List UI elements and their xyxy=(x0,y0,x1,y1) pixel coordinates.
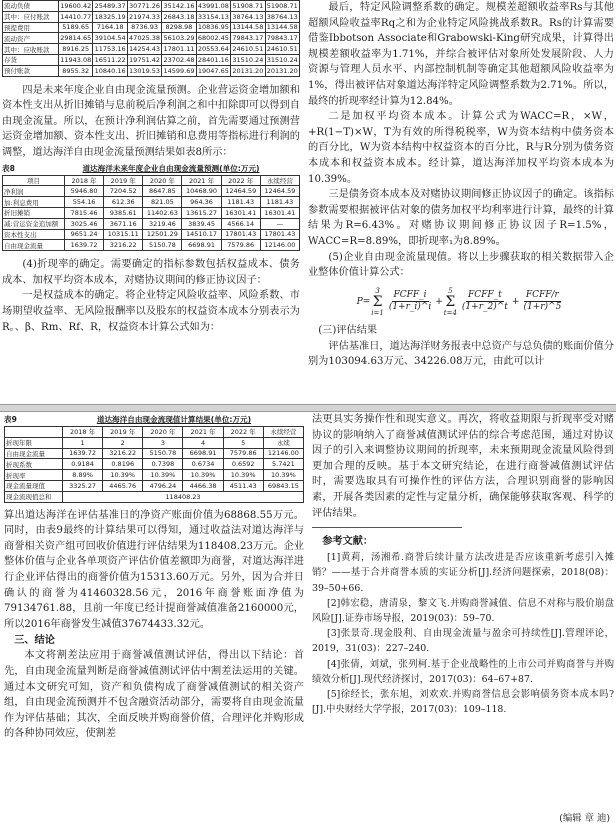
table7-row-label: 流动资产 xyxy=(3,33,59,44)
paragraph-equity-cost: 一是权益成本的确定。将企业特定风险收益率、风险系数、市场期望收益率、无风险报酬率以及股东的权益资本成本分别表示为R。、β、Rm、Rf、R，权益资本计算公式如为： xyxy=(2,290,300,333)
table9-cell: 10.39% xyxy=(183,470,223,481)
table7-cell: 17801.11 xyxy=(163,45,195,54)
table7-cell: 11753.16 xyxy=(94,45,126,54)
table7-cell: 7164.18 xyxy=(93,22,127,33)
table7-cell: 31510.24 xyxy=(232,55,264,64)
paragraph-specific-risk: 最后，特定风险调整系数的确定。规模差超额收益率Rs与其他超额风险收益率Rq之和为企业特定风险挑战系数R。Rs的计算需要借鉴Ibbotson Associate和Grabowski-King研究成果，计算得出规模差额收益率为1.71%，并综合被评估对象所处发展阶段、人力资源与管理人员水平、内部控制机制等确定其他超额风险收益率为1%，得出被评估对象道达海洋特定风险调整系数为2.71%。所以，最终的折现率经计算为12.84%。 xyxy=(308,2,614,107)
table7-cell: 19600.42 xyxy=(60,1,92,10)
table9-cell: 1639.72 xyxy=(63,448,103,459)
table7-cell: 8916.25 xyxy=(59,44,93,55)
table7-row xyxy=(3,33,300,44)
paragraph-valuation-results: 评估基准日，道达海洋财务报表中总资产与总负债的账面价值分别为103094.63万元、34226.08万元，由此可以计 xyxy=(308,340,614,368)
table7-cell: 21974.33 xyxy=(129,12,161,21)
table8-cell: 3671.16 xyxy=(104,218,143,229)
table7-cell: 24610.51 xyxy=(232,45,264,54)
table8-cell: 12464.59 xyxy=(260,186,299,197)
table7-cell: 8736.93 xyxy=(127,22,161,33)
table7-row-label: 预提费用 xyxy=(3,22,59,33)
lower-page-section xyxy=(0,412,616,826)
table9 xyxy=(4,426,304,503)
section-heading-conclusion: 三、结论 xyxy=(14,634,55,647)
table7-cell: 68002.45 xyxy=(197,34,229,43)
upper-left-column xyxy=(2,0,300,404)
table8-row xyxy=(3,207,300,218)
table8-row xyxy=(3,186,300,197)
table7-cell: 20131.20 xyxy=(232,66,264,75)
table8-row xyxy=(3,218,300,229)
table8-cell: 1639.72 xyxy=(65,240,104,251)
table7-cell: 28401.16 xyxy=(197,55,229,64)
table8-cell: 7204.52 xyxy=(104,186,143,197)
table8-cell: 4566.14 xyxy=(221,218,260,229)
table7-row xyxy=(3,22,300,33)
table8-title: 道达海洋未来年度企业自由现金流量预测(单位:万元) xyxy=(82,163,260,173)
table8-column-header: 项目 xyxy=(3,175,65,186)
table7-cell: 79843.17 xyxy=(232,34,264,43)
table7-row xyxy=(3,54,300,65)
paragraph-wacc: 二是加权平均资本成本。计算公式为WACC=R，×W，+R(1−T)×W，T为有效的所得税税率，W为资本结构中债务资本的百分比，W为资本结构中权益资本的百分比，R与R分别为债务资本成本和权益资本成本。经计算，道达海洋加权平均资本成本为10.39%。 xyxy=(308,111,614,185)
formula-term-1: $\frac{\text{FCFF\_i}}{(1+r\_i)\^{}i}$ xyxy=(388,290,432,313)
table7-cell: 39104.54 xyxy=(94,34,126,43)
table8-cell: 7815.46 xyxy=(65,207,104,218)
table7-cell: 8298.98 xyxy=(162,22,196,33)
table8-row-label: 资本性支出 xyxy=(3,229,65,240)
table8-cell: 3216.22 xyxy=(104,240,143,251)
table7-cell: 56103.29 xyxy=(163,34,195,43)
table9-cell: 4465.76 xyxy=(103,480,143,491)
table8-number: 表8 xyxy=(2,163,15,173)
table9-cell: 0.8196 xyxy=(103,459,143,470)
table9-cell: 10.39% xyxy=(223,470,263,481)
table9-cell: 1 xyxy=(63,437,103,448)
formula-term-3: $\frac{\text{FCFF/r}}{(1+r)\^{}5}$ xyxy=(523,290,562,313)
table8-cell: 6698.91 xyxy=(182,240,221,251)
table7-cell: 5189.65 xyxy=(59,22,93,33)
table9-title: 道达海洋自由现金流现值计算结果(单位:万元) xyxy=(96,415,252,424)
table8-row-label: 净利润 xyxy=(3,186,65,197)
table9-column-header: 2018 年 xyxy=(63,427,103,438)
table7-row xyxy=(3,1,300,12)
table7-row-label: 其中：应付账款 xyxy=(3,11,59,22)
table9-cell: 0.9184 xyxy=(63,459,103,470)
table9-row xyxy=(5,480,304,491)
table9-row xyxy=(5,437,304,448)
table9-cell: 0.7398 xyxy=(143,459,183,470)
reference-item: [4]张倩，刘斌，张列柯.基于企业战略性的上市公司并购商誉与并购绩效分析[J].现代经济探讨，2017(03)：64–67+87. xyxy=(312,658,614,685)
table9-cell: 5150.78 xyxy=(143,448,183,459)
table8 xyxy=(2,175,300,252)
formula-sum-2: 5 Σ t=4 xyxy=(443,286,457,317)
table7-cell: 30771.26 xyxy=(129,1,161,10)
table7-cell: 51908.71 xyxy=(232,1,264,10)
table9-row-label: 自由现金流量 xyxy=(5,448,63,459)
table8-column-header: 2020 年 xyxy=(143,175,182,186)
table7-cell: 43991.08 xyxy=(197,1,229,10)
table8-caption xyxy=(2,163,300,174)
table7-cell: 10836.95 xyxy=(197,23,229,32)
table7-cell: 20131.20 xyxy=(266,66,298,75)
table9-row-label: 现金流现值总和 xyxy=(5,491,63,502)
table9-cell: 118408.23 xyxy=(63,491,304,502)
table9-cell: 3 xyxy=(143,437,183,448)
table8-cell: 5946.80 xyxy=(65,186,104,197)
table7-row-label: 存货 xyxy=(3,54,59,65)
paragraph-goodwill-impairment: 算出道达海洋在评估基准日的净资产账面价值为68868.55万元。同时，由表9最终的计算结果可以得知，通过收益法对道达海洋与商誉相关资产组可回收价值进行评估结果为118408.23万元。企业整体价值与企业各单项资产评估价值差额即为商誉，对道达海洋进行企业评估得出的商誉价值为15313.60万元。另外，因为合并日确认的商誉为41460328.56元，2016年商誉账面净值为79134761.88，且前一年度已经计提商誉减值准备2160000元，所以2016年商誉发生减值37674433.32元。 xyxy=(4,509,304,630)
table7-cell: 16511.22 xyxy=(94,55,126,64)
table8-cell: 3219.46 xyxy=(143,218,182,229)
table8-cell: 1181.43 xyxy=(260,197,299,208)
table9-row-label: 折现率 xyxy=(5,470,63,481)
table9-number: 表9 xyxy=(4,415,17,424)
table8-row xyxy=(3,197,300,208)
references-rule xyxy=(312,527,462,528)
table8-cell: 17801.43 xyxy=(260,229,299,240)
reference-item: [5]徐经长，张东旭，刘欢欢.并购商誉信息会影响债务资本成本吗?[J].中央财经大学学报，2017(03)：109–118. xyxy=(312,688,614,716)
upper-right-column xyxy=(308,0,614,404)
table9-row-label: 折现年限 xyxy=(5,437,63,448)
table7-cell: 24610.51 xyxy=(266,45,298,54)
table8-column-header: 2018 年 xyxy=(65,175,104,186)
table7-cell: 47025.38 xyxy=(129,34,161,43)
references-list xyxy=(312,550,614,717)
table9-cell: 2 xyxy=(103,437,143,448)
table8-cell: 16301.41 xyxy=(260,207,299,218)
table8-cell: — xyxy=(260,218,299,229)
table8-cell: 16301.41 xyxy=(221,207,260,218)
table7-cell: 29814.65 xyxy=(60,34,92,43)
page-divider xyxy=(0,404,616,412)
table9-column-header: 2020 年 xyxy=(143,427,183,438)
table8-column-header: 2021 年 xyxy=(182,175,221,186)
table9-cell: 5 xyxy=(223,437,263,448)
table7-cell: 19751.42 xyxy=(129,55,161,64)
table9-column-header: 永续经营 xyxy=(263,427,303,438)
table9-cell: 69843.15 xyxy=(263,480,303,491)
table7-row xyxy=(3,11,300,22)
references-heading: 参考文献： xyxy=(322,535,374,548)
table7-cell: 13019.53 xyxy=(129,66,161,75)
lower-right-column xyxy=(312,412,614,826)
table8-row-label: 加:利息费用 xyxy=(3,197,65,208)
paragraph-fcf-forecast: 四是未来年度企业自由现金流量预测。企业营运资金增加额和资本性支出从折旧摊销与息前税后净利润之和中扣除即可以得到自由现金流量。所以，在预计净利润估算之前，首先需要通过预测营运资金增加额、资本性支出、折旧摊销和息费用等指标进行利润的调整，道达海洋自由现金流量预测结果如表8所示： xyxy=(2,84,300,158)
table7-cell: 79843.17 xyxy=(266,34,298,43)
table7-cell: 11943.08 xyxy=(60,55,92,64)
table8-cell: 13615.27 xyxy=(182,207,221,218)
table9-column-header: 2019 年 xyxy=(103,427,143,438)
table7-cell: 18325.19 xyxy=(94,12,126,21)
table8-cell: 12464.59 xyxy=(221,186,260,197)
table7-cell: 19047.65 xyxy=(197,66,229,75)
table7-row-label: 预付账款 xyxy=(3,65,59,76)
table9-cell: 7579.86 xyxy=(223,448,263,459)
table8-cell: 14510.17 xyxy=(182,229,221,240)
table9-cell: 4466.38 xyxy=(183,480,223,491)
table9-row xyxy=(5,491,304,502)
formula-lhs: P= xyxy=(356,296,371,307)
table7-cell: 38764.13 xyxy=(232,12,264,21)
table8-cell: 11402.63 xyxy=(143,207,182,218)
paragraph-discount-rate: (4)折现率的确定。需要确定的指标参数包括权益成本、债务成本、加权平均资本成本，对赌协议期间的修正协议因子： xyxy=(2,259,300,286)
table9-row-label: 现金流量现值 xyxy=(5,480,63,491)
table7-cell: 51908.71 xyxy=(266,1,298,10)
table8-header-row xyxy=(3,175,300,186)
table7-remainder xyxy=(2,0,300,77)
table8-row xyxy=(3,240,300,251)
table8-row-label: 折旧摊销 xyxy=(3,207,65,218)
table9-cell: 3325.27 xyxy=(63,480,103,491)
table9-cell: 4796.24 xyxy=(143,480,183,491)
paragraph-fcf-present-value: (5)企业自由现金流量现值。将以上步骤获取的相关数据带入企业整体价值计算公式： xyxy=(308,251,614,279)
table8-cell: 17801.43 xyxy=(221,229,260,240)
table7-cell: 25489.37 xyxy=(94,1,126,10)
table9-cell: 6698.91 xyxy=(183,448,223,459)
table9-cell: 10.39% xyxy=(143,470,183,481)
table9-cell: 永续 xyxy=(263,437,303,448)
table7-row-label: 流动负债 xyxy=(3,1,59,12)
table9-row xyxy=(5,470,304,481)
formula-sum-1: 3 Σ i=1 xyxy=(371,286,384,317)
table7-cell: 38764.13 xyxy=(266,12,298,21)
table9-cell: 0.6592 xyxy=(223,459,263,470)
table8-row-label: 减:营运资金追加额 xyxy=(3,218,65,229)
table7-cell: 31510.24 xyxy=(266,55,298,64)
table8-column-header: 2019 年 xyxy=(104,175,143,186)
lower-left-column xyxy=(4,412,304,826)
table9-cell: 4511.43 xyxy=(223,480,263,491)
table7-cell: 10840.16 xyxy=(94,66,126,75)
table7-cell: 14410.77 xyxy=(60,12,92,21)
table8-cell: 1181.43 xyxy=(221,197,260,208)
table8-column-header: 永续经营 xyxy=(260,175,299,186)
table8-row xyxy=(3,229,300,240)
table8-cell: 964.36 xyxy=(182,197,221,208)
table8-cell: 7579.86 xyxy=(221,240,260,251)
table9-cell: 4 xyxy=(183,437,223,448)
section-subheading-results: (三)评估结果 xyxy=(318,324,378,336)
table7-cell: 23702.48 xyxy=(163,55,195,64)
paragraph-conclusion-continued: 法更具实务操作性和现实意义。再次，将收益期限与折现率受对赌协议的影响纳入了商誉减值测试评估的综合考虑范围，通过对协议因子的引入来调整协议期间的折现率，未来预期现金流量风险得到更加合理的反映。基于本文研究结论，在进行商誉减值测试评估时，需要选取具有可操作性的评估方法，合理识别商誉的影响因素，开展各类因素的定性与定量分析，确保能够获取客观、科学的评估结果。 xyxy=(312,414,614,519)
table9-cell: 10.39% xyxy=(103,470,143,481)
valuation-formula: P= 3 Σ i=1 $\frac{\text{FCFF\_i}}{(1+r\_i)\^{}i}$ + 5 Σ t=4 $\frac{\text{FCFF\_t}}{(1+r\_2)\^{}t}$ + $\frac{\text{FCFF/r}}{(1+r)\^{}5}$ xyxy=(356,286,562,317)
table8-cell: 821.05 xyxy=(143,197,182,208)
table7-row xyxy=(3,44,300,55)
reference-item: [2]韩宏稳，唐清泉，黎文飞.并购商誉减值、信息不对称与股价崩盘风险[J].证券市场导报，2019(03)：59–70. xyxy=(312,597,614,624)
upper-page-section xyxy=(0,0,616,404)
table7-cell: 26843.18 xyxy=(163,12,195,21)
table7-cell: 35142.16 xyxy=(163,1,195,10)
table8-column-header: 2022 年 xyxy=(221,175,260,186)
table9-cell: 8.89% xyxy=(63,470,103,481)
table8-cell: 612.36 xyxy=(104,197,143,208)
table9-row xyxy=(5,459,304,470)
reference-item: [1]黄莉，汤湘希.商誉后续计量方法改进是否应该重新考虑引入摊销？——基于合并商誉本质的实证分析[J].经济问题探索，2018(08)：39–50+66. xyxy=(312,552,614,594)
formula-term-2: $\frac{\text{FCFF\_t}}{(1+r\_2)\^{}t}$ xyxy=(461,290,508,313)
table9-cell: 0.6734 xyxy=(183,459,223,470)
table8-cell: 3839.45 xyxy=(182,218,221,229)
table7-cell: 8955.32 xyxy=(59,65,93,76)
table8-cell: 9385.61 xyxy=(104,207,143,218)
table7-row xyxy=(3,65,300,76)
table9-column-header: 2021 年 xyxy=(183,427,223,438)
table9-caption xyxy=(4,414,304,425)
table8-cell: 9651.24 xyxy=(65,229,104,240)
table7-cell: 20553.64 xyxy=(197,45,229,54)
table9-cell: 5.7421 xyxy=(263,459,303,470)
editor-credit: (编辑 章 迪) xyxy=(559,813,610,824)
table7-cell: 33154.13 xyxy=(197,12,229,21)
table9-column-header xyxy=(5,427,63,438)
table8-cell: 12501.29 xyxy=(143,229,182,240)
table9-column-header: 2022 年 xyxy=(223,427,263,438)
table9-row xyxy=(5,448,304,459)
reference-item: [3]张景奇.现金股利、自由现金流量与盈余可持续性[J].管理评论，2019，31(03)：227–240. xyxy=(312,628,614,655)
table7-row-label: 其中：应收账款 xyxy=(3,44,59,55)
table9-header-row xyxy=(5,427,304,438)
table8-row-label: 自由现金流量 xyxy=(3,240,65,251)
table8-cell: 5150.78 xyxy=(143,240,182,251)
table7-cell: 14254.43 xyxy=(129,45,161,54)
table7-cell: 13144.58 xyxy=(266,23,298,32)
table8-cell: 554.16 xyxy=(65,197,104,208)
table9-row-label: 折现系数 xyxy=(5,459,63,470)
table9-cell: 3216.22 xyxy=(103,448,143,459)
paragraph-debt-cost: 三是债务资本成本及对赌协议期间修正协议因子的确定。该指标参数需要根据被评估对象的债务加权平均利率进行计算，最终的计算结果为R=6.43%。对赌协议期间修正协议因子R=1.5%，WACC=R=8.89%，即折现率₁为8.89%。 xyxy=(308,189,614,247)
paragraph-conclusion: 本文将割差法应用于商誉减值测试评估，得出以下结论：首先，自由现金流量判断是商誉减值测试评估中割差法运用的关键。通过本文研究可知，资产和负债构成了商誉减值测试的相关资产组，自由现金流预测并不包含融资活动部分，需要将自由现金流量作为评估基础；其次，全面反映并购商誉价值，合理评化并购形成的各种协同效应，使割差 xyxy=(4,650,304,740)
table8-cell: 12146.00 xyxy=(260,240,299,251)
table7-cell: 13144.58 xyxy=(232,23,264,32)
table8-cell: 8647.85 xyxy=(143,186,182,197)
table8-cell: 3025.46 xyxy=(65,218,104,229)
table9-cell: 10.39% xyxy=(263,470,303,481)
table8-cell: 10468.90 xyxy=(182,186,221,197)
table9-cell: 12146.00 xyxy=(263,448,303,459)
table8-cell: 10315.11 xyxy=(104,229,143,240)
table7-cell: 14599.69 xyxy=(163,66,195,75)
